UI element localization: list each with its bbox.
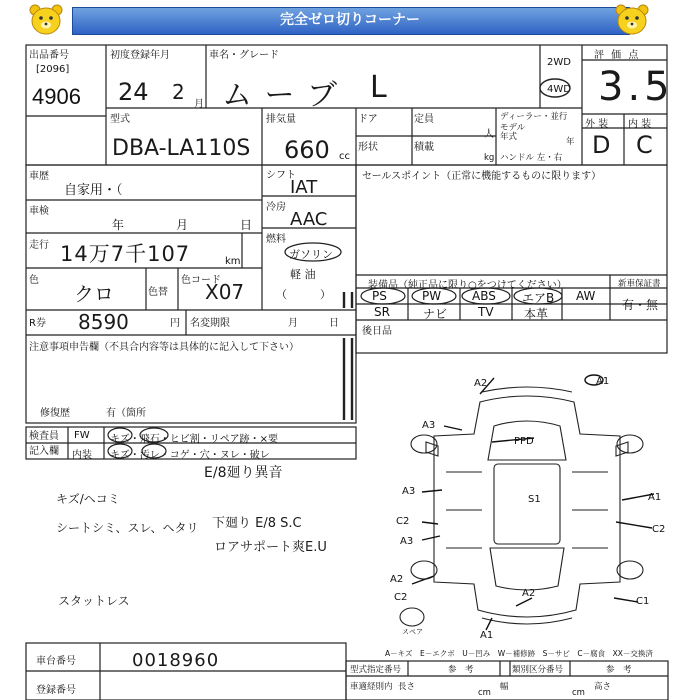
length-label: 長さ [398, 682, 416, 692]
shaken-day: 日 [240, 218, 253, 232]
category-number-label: 類別区分番号 [512, 665, 564, 675]
note-engine-noise: E/8廻り異音 [204, 465, 283, 481]
reg-unit: 月 [194, 99, 204, 110]
banner-title: 完全ゼロ切りコーナー [280, 12, 420, 28]
note-seat: シートシミ、スレ、ヘタリ [56, 521, 199, 535]
shift-label: シフト [266, 170, 296, 181]
score-value: 3.5 [598, 64, 674, 110]
note-underbody: 下廻り E/8 S.C [212, 516, 302, 531]
int-value: C [636, 131, 653, 159]
color-label: 色 [29, 275, 39, 286]
damage-mark: S1 [528, 494, 541, 505]
type-number-label: 型式指定番号 [350, 665, 402, 675]
ref-label-2: 参 考 [606, 665, 632, 675]
reg-value: 24 [118, 78, 149, 106]
damage-mark: A2 [522, 588, 536, 599]
fuel-gas: ガソリン [289, 248, 333, 261]
damage-mark: A2 [390, 574, 404, 585]
handle-label: ハンドル 左・右 [500, 153, 563, 163]
damage-mark: A3 [422, 420, 436, 431]
repair-value: 有（箇所 [106, 408, 146, 419]
lot-small: [2096] [36, 64, 70, 75]
inspector-label: 検査員 記入欄 [29, 431, 59, 457]
inspection-circle-marks [104, 425, 224, 461]
later-label: 後日品 [362, 326, 392, 337]
equip-sr: SR [374, 305, 390, 319]
ac-value: AAC [290, 209, 328, 230]
damage-mark: A1 [596, 376, 610, 387]
fw-label: FW [74, 430, 90, 441]
cm-unit-1: cm [478, 688, 491, 698]
ac-label: 冷房 [266, 202, 286, 213]
expiry-month: 月 [288, 318, 298, 329]
fw-items: キズ・飛石・ヒビ割・リペア跡・×要 [110, 434, 278, 445]
chassis-value: 0018960 [132, 650, 220, 671]
trim-label: 色替 [148, 287, 168, 298]
int-insp-label: 内装 [72, 450, 92, 461]
note-scratch: キズ/ヘコミ [56, 492, 120, 506]
fuel-label: 燃料 [266, 234, 286, 245]
dimension-label: 車適経則内 [350, 682, 393, 692]
drive-circle-mark [538, 76, 572, 100]
shape-label: 形状 [358, 142, 378, 153]
int-label: 内 装 [628, 119, 652, 130]
fuel-light: 軽 油 [290, 268, 316, 281]
shaken-label: 車検 [29, 206, 49, 217]
reg-month-value: 2 [172, 80, 185, 104]
ext-label: 外 装 [585, 119, 609, 130]
recycle-value: 8590 [78, 310, 129, 334]
grade-value: L [370, 70, 387, 105]
damage-mark: C2 [394, 592, 408, 603]
model-label: 型式 [110, 114, 130, 125]
usage-label: 車歴 [29, 171, 49, 182]
disp-unit: cc [339, 151, 350, 162]
equip-airbag: エアB [522, 291, 555, 305]
ref-label-1: 参 考 [448, 665, 474, 675]
expiry-label: 名変期限 [190, 318, 230, 329]
height-label: 高さ [594, 682, 612, 692]
ext-value: D [592, 131, 611, 159]
notes-label: 注意事項申告欄（不具合内容等は具体的に記入して下さい） [29, 342, 299, 353]
note-lower-support: ロアサポート爽E.U [214, 540, 327, 555]
drive-4wd: 4WD [547, 84, 571, 95]
usage-value: 自家用・（ [64, 183, 123, 198]
spare-label: スペア [402, 628, 423, 636]
cm-unit-2: cm [572, 688, 585, 698]
damage-mark: C2 [396, 516, 410, 527]
damage-mark: A2 [474, 378, 488, 389]
equip-circle-marks [356, 285, 566, 307]
damage-mark: A1 [480, 630, 494, 641]
warranty-label: 新車保証書 [618, 279, 661, 289]
color-code-label: 色コード [181, 275, 221, 286]
disp-value: 660 [284, 136, 330, 164]
note-studless: スタットレス [58, 594, 130, 608]
load-unit: kg [484, 153, 495, 163]
damage-mark: A3 [402, 486, 416, 497]
damage-mark: A3 [400, 536, 414, 547]
damage-legend: A－キズ E－エクボ U－凹み W－補修跡 S－サビ C－腐食 XX－交換済 [385, 649, 653, 658]
equip-tv: TV [478, 305, 494, 319]
equip-abs: ABS [472, 289, 496, 303]
shaken-month: 月 [176, 218, 189, 232]
equip-label: 装備品（純正品に限り○をつけてください） [368, 280, 567, 291]
load-label: 積載 [414, 142, 434, 153]
seat-label: 定員 [414, 114, 434, 125]
regno-label: 登録番号 [36, 685, 76, 696]
year-unit: 年 [566, 137, 575, 147]
int-items: キズ・汚レ・コゲ・穴・ヌレ・破レ [110, 450, 270, 461]
equip-leather: 本革 [524, 307, 549, 321]
km-unit: km [225, 256, 241, 267]
name-value: ムーブ [222, 78, 351, 113]
lot-number: 4906 [32, 84, 81, 109]
name-label: 車名・グレード [209, 50, 279, 61]
km-label: 走行 [29, 240, 49, 251]
km-value: 14万7千107 [60, 242, 191, 266]
equip-navi: ナビ [423, 307, 448, 321]
fuel-paren: （ ） [276, 288, 331, 301]
drive-2wd: 2WD [547, 57, 571, 68]
recycle-label: R券 [29, 318, 46, 329]
reg-label: 初度登録年月 [110, 50, 170, 61]
shift-value: IAT [290, 177, 318, 198]
recycle-unit: 円 [170, 318, 180, 329]
chassis-label: 車台番号 [36, 656, 76, 667]
equip-aw: AW [576, 289, 596, 303]
color-value: クロ [74, 282, 114, 306]
expiry-day: 日 [329, 318, 339, 329]
door-label: ドア [358, 114, 378, 125]
car-damage-diagram [382, 372, 672, 642]
sales-label: セールスポイント（正常に機能するものに限ります） [362, 171, 602, 182]
model-value: DBA-LA110S [112, 136, 251, 161]
damage-mark: A1 [648, 492, 662, 503]
damage-mark: C1 [636, 596, 650, 607]
score-label: 評 価 点 [594, 50, 641, 61]
color-code-value: X07 [205, 280, 245, 304]
repair-label: 修復歴 [40, 408, 70, 419]
equip-ps: PS [372, 289, 387, 303]
warranty-value: 有・無 [622, 298, 659, 312]
damage-mark: C2 [652, 524, 666, 535]
disp-label: 排気量 [266, 114, 296, 125]
damage-mark: PPD [514, 436, 534, 447]
width-label: 幅 [500, 682, 509, 692]
shaken-year: 年 [112, 218, 125, 232]
seat-unit: 人 [484, 129, 494, 140]
dealer-label: ディーラー・並行 [500, 112, 568, 122]
model-year-label: モデル 年式 [500, 123, 526, 142]
lot-label: 出品番号 [29, 50, 69, 61]
equip-pw: PW [422, 289, 442, 303]
fuel-circle-mark [282, 241, 344, 263]
